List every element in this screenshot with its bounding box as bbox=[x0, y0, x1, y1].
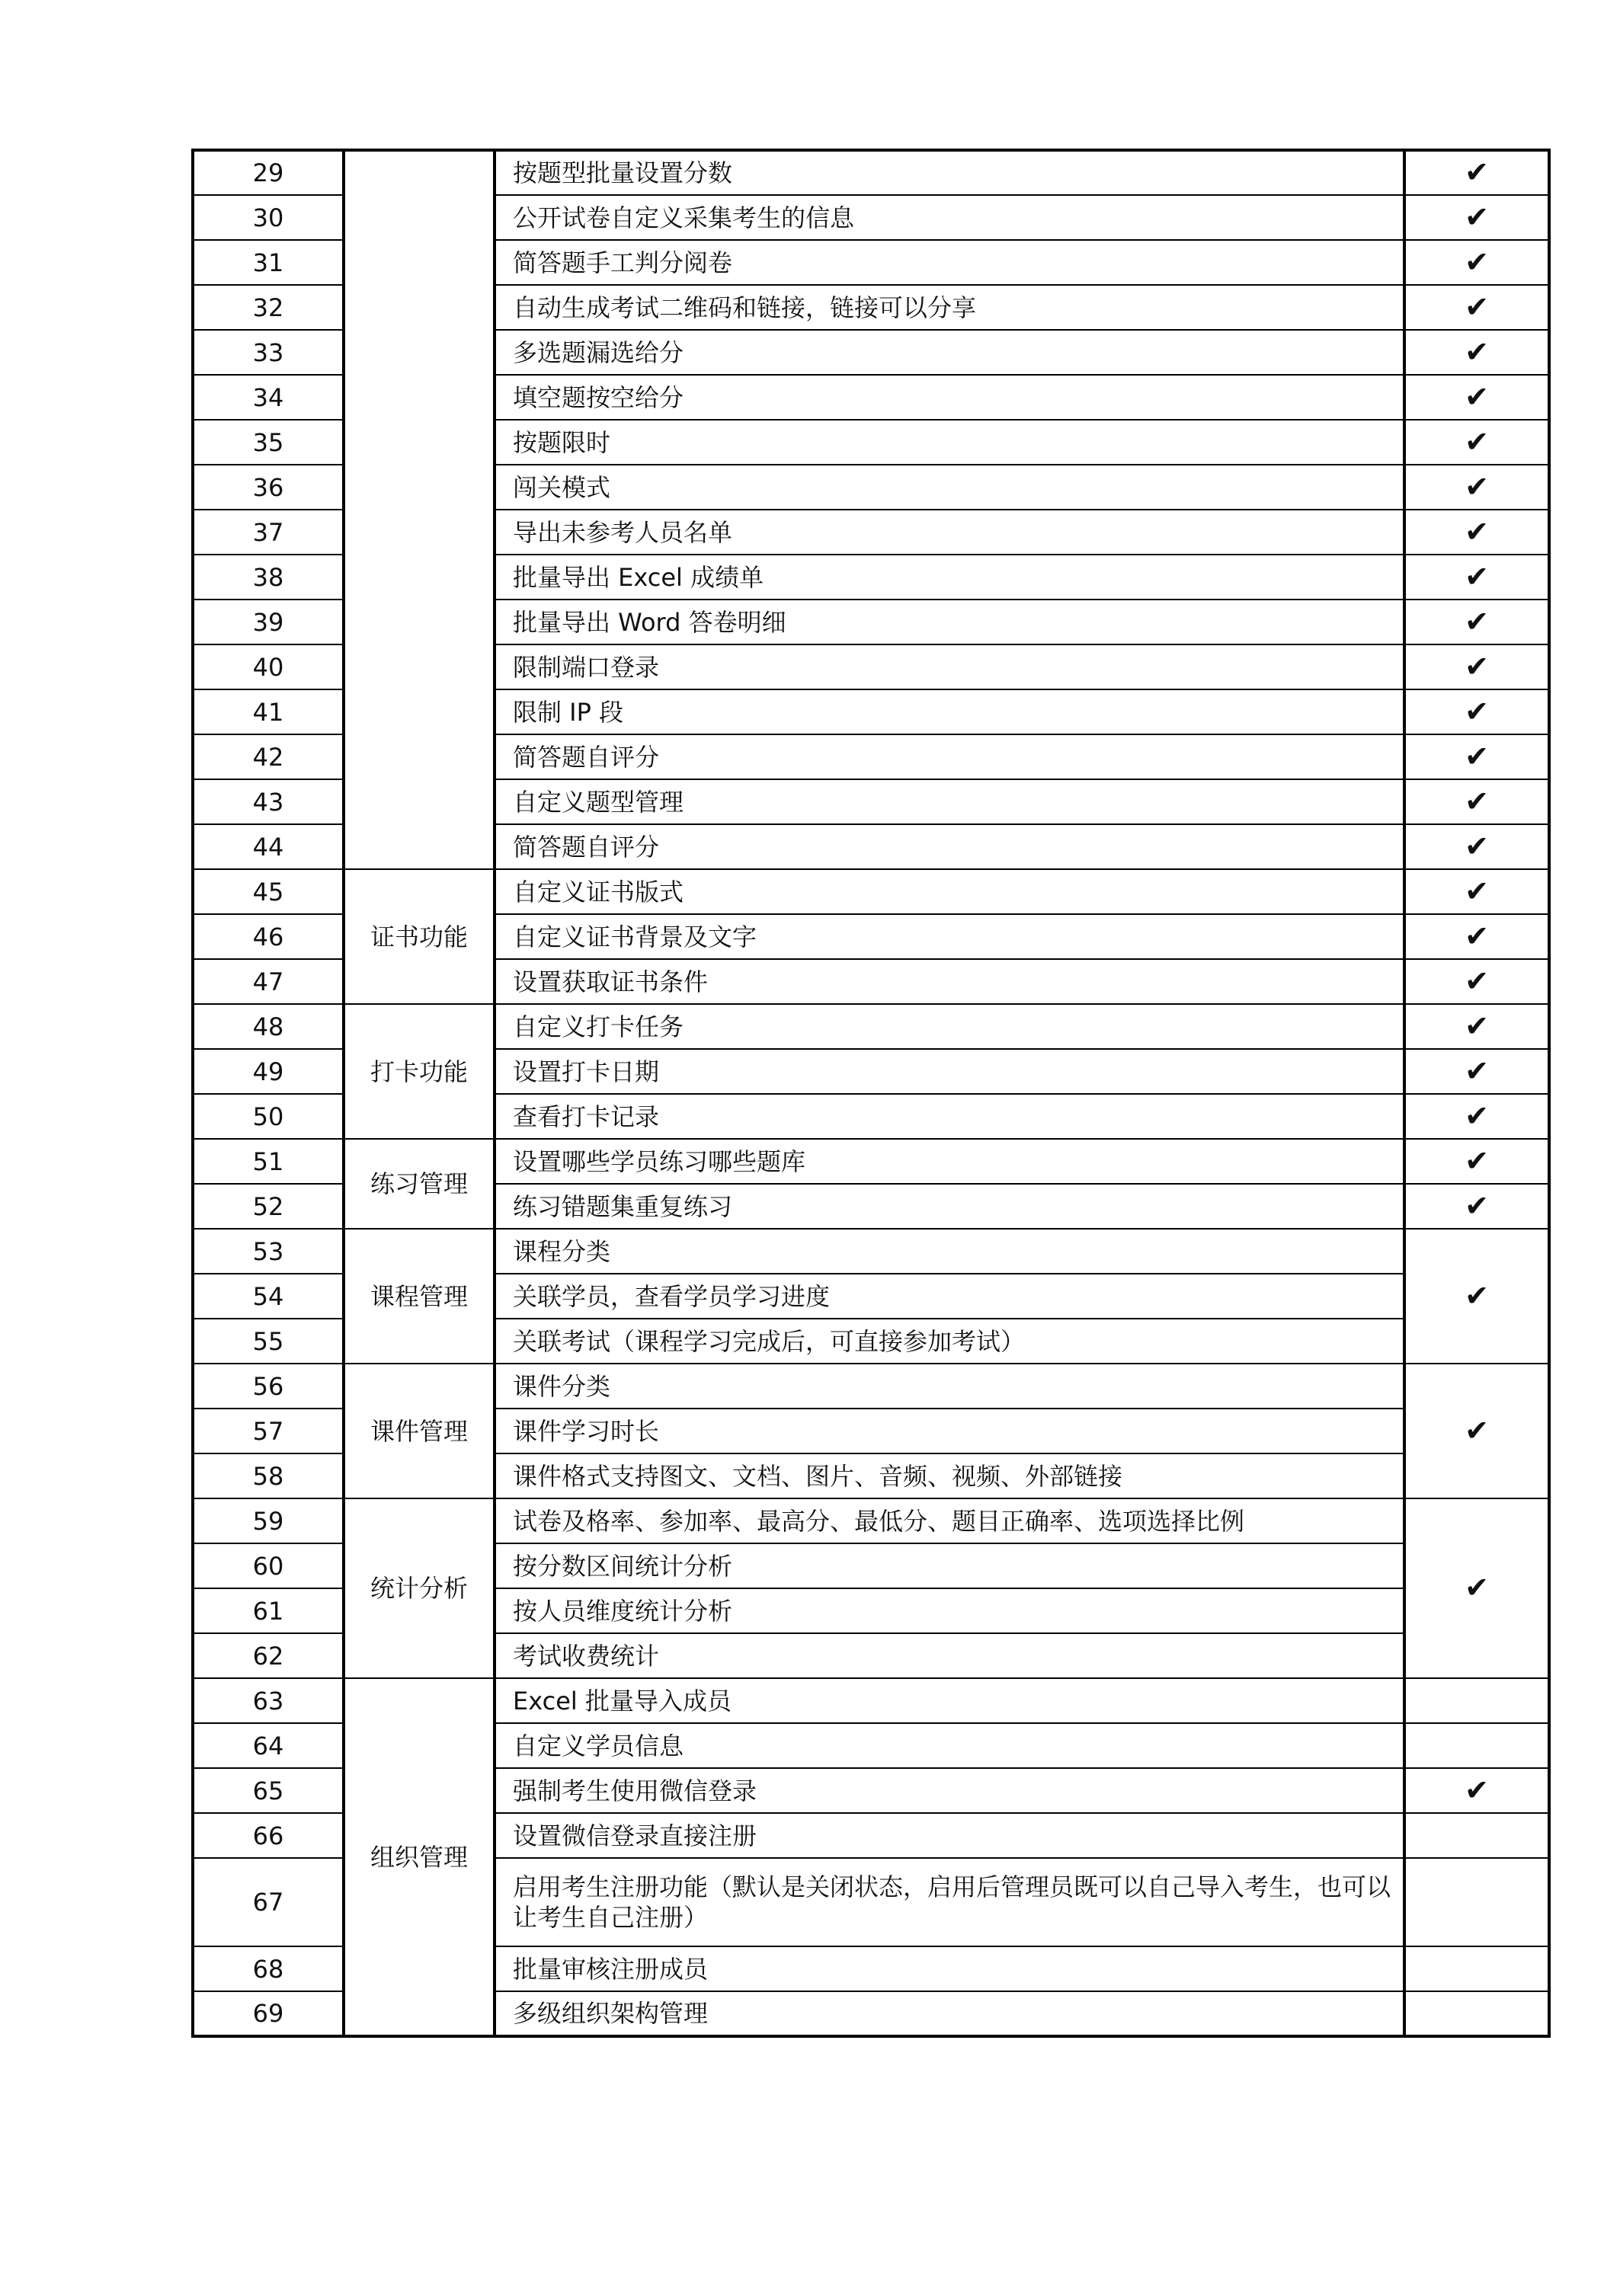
support-check-mark: ✔ bbox=[1404, 465, 1549, 510]
row-number: 63 bbox=[193, 1678, 344, 1723]
feature-description: 课件格式支持图文、文档、图片、音频、视频、外部链接 bbox=[495, 1453, 1404, 1498]
support-check-mark: ✔ bbox=[1404, 959, 1549, 1004]
row-number: 52 bbox=[193, 1184, 344, 1229]
feature-description: 自定义打卡任务 bbox=[495, 1004, 1404, 1049]
feature-description: 填空题按空给分 bbox=[495, 375, 1404, 420]
table-row bbox=[193, 1678, 1549, 1723]
row-number: 58 bbox=[193, 1453, 344, 1498]
table-row bbox=[193, 1229, 1549, 1274]
feature-description: 多选题漏选给分 bbox=[495, 330, 1404, 375]
row-number: 56 bbox=[193, 1364, 344, 1409]
feature-description: 导出未参考人员名单 bbox=[495, 510, 1404, 555]
support-check-mark: ✔ bbox=[1404, 644, 1549, 689]
category-cell: 打卡功能 bbox=[344, 1004, 495, 1139]
row-number: 39 bbox=[193, 600, 344, 644]
feature-description: 简答题自评分 bbox=[495, 824, 1404, 869]
row-number: 64 bbox=[193, 1723, 344, 1768]
feature-description: 按题限时 bbox=[495, 420, 1404, 465]
row-number: 35 bbox=[193, 420, 344, 465]
support-check-mark: ✔ bbox=[1404, 555, 1549, 600]
feature-description: 关联学员，查看学员学习进度 bbox=[495, 1274, 1404, 1319]
feature-description: 自动生成考试二维码和链接，链接可以分享 bbox=[495, 285, 1404, 330]
row-number: 62 bbox=[193, 1633, 344, 1678]
feature-table bbox=[191, 149, 1551, 2038]
feature-description: 设置获取证书条件 bbox=[495, 959, 1404, 1004]
support-check-mark: ✔ bbox=[1404, 285, 1549, 330]
row-number: 48 bbox=[193, 1004, 344, 1049]
feature-description: 按分数区间统计分析 bbox=[495, 1543, 1404, 1588]
feature-description: 强制考生使用微信登录 bbox=[495, 1768, 1404, 1813]
row-number: 29 bbox=[193, 150, 344, 195]
feature-description: 设置微信登录直接注册 bbox=[495, 1813, 1404, 1858]
row-number: 32 bbox=[193, 285, 344, 330]
feature-description: 闯关模式 bbox=[495, 465, 1404, 510]
feature-description: 多级组织架构管理 bbox=[495, 1991, 1404, 2036]
row-number: 53 bbox=[193, 1229, 344, 1274]
support-check-mark: ✔ bbox=[1404, 734, 1549, 779]
row-number: 41 bbox=[193, 689, 344, 734]
feature-description: Excel 批量导入成员 bbox=[495, 1678, 1404, 1723]
feature-description: 自定义题型管理 bbox=[495, 779, 1404, 824]
support-check-mark: ✔ bbox=[1404, 689, 1549, 734]
support-check-mark: ✔ bbox=[1404, 1094, 1549, 1139]
support-check-mark: ✔ bbox=[1404, 330, 1549, 375]
support-check-mark: ✔ bbox=[1404, 1768, 1549, 1813]
category-cell: 练习管理 bbox=[344, 1139, 495, 1229]
row-number: 45 bbox=[193, 869, 344, 914]
category-cell: 课件管理 bbox=[344, 1364, 495, 1498]
category-cell: 课程管理 bbox=[344, 1229, 495, 1364]
table-row bbox=[193, 1364, 1549, 1409]
row-number: 43 bbox=[193, 779, 344, 824]
feature-description: 限制 IP 段 bbox=[495, 689, 1404, 734]
feature-description: 简答题自评分 bbox=[495, 734, 1404, 779]
table-row bbox=[193, 1139, 1549, 1184]
row-number: 67 bbox=[193, 1858, 344, 1946]
row-number: 68 bbox=[193, 1946, 344, 1991]
table-row bbox=[193, 869, 1549, 914]
category-cell: 统计分析 bbox=[344, 1498, 495, 1678]
support-check-mark bbox=[1404, 1858, 1549, 1946]
row-number: 59 bbox=[193, 1498, 344, 1543]
support-check-mark: ✔ bbox=[1404, 600, 1549, 644]
feature-description: 自定义证书版式 bbox=[495, 869, 1404, 914]
row-number: 57 bbox=[193, 1409, 344, 1453]
row-number: 44 bbox=[193, 824, 344, 869]
row-number: 36 bbox=[193, 465, 344, 510]
row-number: 37 bbox=[193, 510, 344, 555]
feature-description: 按题型批量设置分数 bbox=[495, 150, 1404, 195]
support-check-mark bbox=[1404, 1946, 1549, 1991]
support-check-mark: ✔ bbox=[1404, 150, 1549, 195]
row-number: 34 bbox=[193, 375, 344, 420]
feature-description: 关联考试（课程学习完成后，可直接参加考试） bbox=[495, 1319, 1404, 1364]
feature-description: 设置打卡日期 bbox=[495, 1049, 1404, 1094]
feature-description: 公开试卷自定义采集考生的信息 bbox=[495, 195, 1404, 240]
support-check-mark: ✔ bbox=[1404, 779, 1549, 824]
row-number: 61 bbox=[193, 1588, 344, 1633]
feature-description: 课件学习时长 bbox=[495, 1409, 1404, 1453]
row-number: 54 bbox=[193, 1274, 344, 1319]
support-check-mark: ✔ bbox=[1404, 869, 1549, 914]
support-check-mark: ✔ bbox=[1404, 1184, 1549, 1229]
feature-description: 批量导出 Word 答卷明细 bbox=[495, 600, 1404, 644]
feature-description: 简答题手工判分阅卷 bbox=[495, 240, 1404, 285]
feature-description: 批量导出 Excel 成绩单 bbox=[495, 555, 1404, 600]
feature-description: 课程分类 bbox=[495, 1229, 1404, 1274]
row-number: 40 bbox=[193, 644, 344, 689]
support-check-mark bbox=[1404, 1991, 1549, 2036]
row-number: 46 bbox=[193, 914, 344, 959]
feature-description: 考试收费统计 bbox=[495, 1633, 1404, 1678]
row-number: 47 bbox=[193, 959, 344, 1004]
feature-description: 批量审核注册成员 bbox=[495, 1946, 1404, 1991]
support-check-mark: ✔ bbox=[1404, 1498, 1549, 1678]
support-check-mark: ✔ bbox=[1404, 1229, 1549, 1364]
support-check-mark: ✔ bbox=[1404, 1364, 1549, 1498]
support-check-mark: ✔ bbox=[1404, 195, 1549, 240]
row-number: 51 bbox=[193, 1139, 344, 1184]
row-number: 50 bbox=[193, 1094, 344, 1139]
feature-description: 自定义证书背景及文字 bbox=[495, 914, 1404, 959]
support-check-mark: ✔ bbox=[1404, 240, 1549, 285]
feature-description: 按人员维度统计分析 bbox=[495, 1588, 1404, 1633]
row-number: 42 bbox=[193, 734, 344, 779]
row-number: 60 bbox=[193, 1543, 344, 1588]
feature-description: 查看打卡记录 bbox=[495, 1094, 1404, 1139]
feature-description: 课件分类 bbox=[495, 1364, 1404, 1409]
support-check-mark: ✔ bbox=[1404, 1139, 1549, 1184]
table-row bbox=[193, 1004, 1549, 1049]
feature-description: 限制端口登录 bbox=[495, 644, 1404, 689]
support-check-mark: ✔ bbox=[1404, 1004, 1549, 1049]
support-check-mark: ✔ bbox=[1404, 375, 1549, 420]
row-number: 38 bbox=[193, 555, 344, 600]
category-cell: 证书功能 bbox=[344, 869, 495, 1004]
feature-description: 启用考生注册功能（默认是关闭状态，启用后管理员既可以自己导入考生，也可以让考生自己注册） bbox=[495, 1858, 1404, 1946]
feature-checklist-page bbox=[191, 149, 1548, 2038]
category-cell bbox=[344, 150, 495, 869]
support-check-mark bbox=[1404, 1678, 1549, 1723]
row-number: 49 bbox=[193, 1049, 344, 1094]
row-number: 30 bbox=[193, 195, 344, 240]
table-row bbox=[193, 1498, 1549, 1543]
row-number: 66 bbox=[193, 1813, 344, 1858]
support-check-mark: ✔ bbox=[1404, 420, 1549, 465]
support-check-mark bbox=[1404, 1723, 1549, 1768]
feature-description: 试卷及格率、参加率、最高分、最低分、题目正确率、选项选择比例 bbox=[495, 1498, 1404, 1543]
support-check-mark: ✔ bbox=[1404, 510, 1549, 555]
support-check-mark: ✔ bbox=[1404, 824, 1549, 869]
support-check-mark: ✔ bbox=[1404, 1049, 1549, 1094]
table-row bbox=[193, 150, 1549, 195]
support-check-mark: ✔ bbox=[1404, 914, 1549, 959]
row-number: 55 bbox=[193, 1319, 344, 1364]
row-number: 65 bbox=[193, 1768, 344, 1813]
feature-description: 练习错题集重复练习 bbox=[495, 1184, 1404, 1229]
row-number: 31 bbox=[193, 240, 344, 285]
feature-description: 设置哪些学员练习哪些题库 bbox=[495, 1139, 1404, 1184]
category-cell: 组织管理 bbox=[344, 1678, 495, 2036]
row-number: 33 bbox=[193, 330, 344, 375]
feature-description: 自定义学员信息 bbox=[495, 1723, 1404, 1768]
support-check-mark bbox=[1404, 1813, 1549, 1858]
row-number: 69 bbox=[193, 1991, 344, 2036]
